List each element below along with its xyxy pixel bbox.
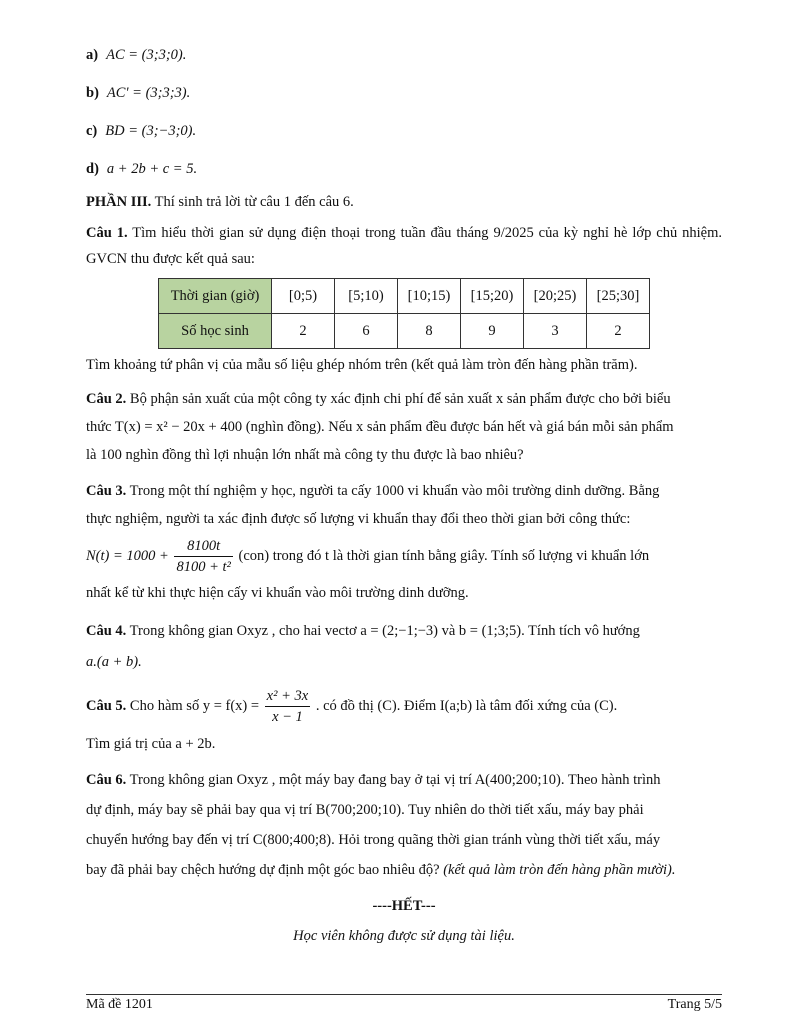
question-text: [86, 615, 722, 647]
table-row: [159, 314, 650, 349]
question-line: Tìm giá trị của a + 2b.: [86, 736, 216, 752]
frequency-table: [158, 278, 650, 349]
question-text: [86, 765, 722, 795]
table-cell: 2: [587, 314, 650, 349]
question-label: Câu 4.: [86, 623, 127, 639]
option-label: b): [86, 84, 99, 101]
exam-page: [86, 36, 722, 949]
formula-lhs: N(t) = 1000 +: [86, 548, 169, 564]
part-heading: [86, 192, 722, 212]
question-text: [86, 477, 722, 505]
question-line: Trong không gian Oxyz , cho hai vectơ a = (2;−1;−3) và b = (1;3;5). Tính tích vô hướng: [129, 623, 640, 639]
table-cell: 9: [461, 314, 524, 349]
question-6: [86, 765, 722, 885]
question-pre: Cho hàm số y = f(x) =: [129, 698, 260, 714]
option-a: [86, 36, 722, 74]
page-footer: [86, 994, 722, 1013]
table-header-cell: Số học sinh: [159, 314, 272, 349]
question-line: thực nghiệm, người ta xác định được số lượng vi khuẩn thay đổi theo thời gian bởi công thức:: [86, 511, 631, 527]
question-line: chuyển hướng bay đến vị trí C(800;400;8). Hỏi trong quãng thời gian tránh vùng thời tiết xấu, máy: [86, 832, 661, 848]
question-body: Tìm hiểu thời gian sử dụng điện thoại trong tuần đầu tháng 9/2025 của kỳ nghỉ hè lớp chủ nhiệm. GVCN thu được kết quả sau:: [86, 225, 722, 267]
option-b: [86, 74, 722, 112]
option-label: c): [86, 122, 98, 139]
table-cell: 3: [524, 314, 587, 349]
table-cell: [15;20): [461, 279, 524, 314]
option-text: AC' = (3;3;3).: [106, 84, 191, 101]
table-cell: [10;15): [398, 279, 461, 314]
fraction-denominator: x − 1: [272, 709, 303, 726]
question-line: thức T(x) = x² − 20x + 400 (nghìn đồng). Nếu x sản phẩm đều được bán hết và giá bán mỗi sản phẩm: [86, 419, 674, 435]
question-line: bay đã phải bay chệch hướng dự định một góc bao nhiêu độ?: [86, 862, 440, 878]
option-text: AC = (3;3;0).: [106, 46, 187, 63]
question-3: [86, 477, 722, 607]
table-cell: 8: [398, 314, 461, 349]
question-label: Câu 6.: [86, 772, 127, 788]
option-label: d): [86, 160, 99, 177]
page-number: Trang 5/5: [667, 997, 722, 1012]
fraction: [174, 536, 232, 577]
table-cell: [5;10): [335, 279, 398, 314]
question-line: là 100 nghìn đồng thì lợi nhuận lớn nhất mà công ty thu được là bao nhiêu?: [86, 447, 524, 463]
option-c: [86, 112, 722, 150]
option-text: a + 2b + c = 5.: [106, 160, 198, 177]
question-line: Bộ phận sản xuất của một công ty xác định chi phí để sản xuất x sản phẩm được cho bởi biểu: [129, 391, 671, 407]
option-text: BD = (3;−3;0).: [105, 122, 197, 139]
table-cell: [0;5): [272, 279, 335, 314]
end-mark: ----HẾT---: [372, 898, 436, 914]
formula-line: [86, 533, 722, 579]
table-cell: 6: [335, 314, 398, 349]
fraction-numerator: 8100t: [174, 536, 232, 557]
question-followup: Tìm khoảng tứ phân vị của mẫu số liệu ghép nhóm trên (kết quả làm tròn đến hàng phần trăm).: [86, 357, 638, 373]
question-line: nhất kể từ khi thực hiện cấy vi khuẩn vào môi trường dinh dưỡng.: [86, 585, 469, 601]
question-text: [86, 385, 722, 413]
table-cell: [20;25): [524, 279, 587, 314]
table-row: [159, 279, 650, 314]
question-line: a.(a + b).: [86, 654, 142, 670]
question-post: . có đồ thị (C). Điểm I(a;b) là tâm đối xứng của (C).: [315, 698, 618, 714]
exam-code: Mã đề 1201: [86, 997, 153, 1012]
fraction-denominator: 8100 + t²: [176, 559, 231, 576]
table-cell: [25;30]: [587, 279, 650, 314]
question-text: [86, 220, 722, 272]
question-label: Câu 3.: [86, 483, 127, 499]
part-label: PHẦN III.: [86, 194, 152, 210]
fraction: [265, 686, 311, 727]
question-label: Câu 2.: [86, 391, 127, 407]
question-1: [86, 220, 722, 375]
question-label: Câu 1.: [86, 225, 128, 241]
rounding-note: (kết quả làm tròn đến hàng phần mười).: [443, 862, 676, 878]
formula-rest: (con) trong đó t là thời gian tính bằng giây. Tính số lượng vi khuẩn lớn: [238, 548, 650, 564]
question-label: Câu 5.: [86, 698, 127, 714]
part-text: Thí sinh trả lời từ câu 1 đến câu 6.: [154, 194, 354, 210]
question-line: Trong một thí nghiệm y học, người ta cấy 1000 vi khuẩn vào môi trường dinh dưỡng. Bằng: [129, 483, 660, 499]
question-2: [86, 385, 722, 469]
question-line-last: [86, 855, 722, 885]
fraction-numerator: x² + 3x: [265, 686, 311, 707]
question-line: Trong không gian Oxyz , một máy bay đang bay ở tại vị trí A(400;200;10). Theo hành trình: [129, 772, 661, 788]
exam-note: Học viên không được sử dụng tài liệu.: [293, 928, 515, 944]
table-cell: 2: [272, 314, 335, 349]
question-text: [86, 683, 722, 729]
option-d: [86, 150, 722, 188]
question-line: dự định, máy bay sẽ phải bay qua vị trí B(700;200;10). Tuy nhiên do thời tiết xấu, máy bay phải: [86, 802, 644, 818]
option-label: a): [86, 46, 99, 63]
question-4: [86, 615, 722, 677]
table-header-cell: Thời gian (giờ): [159, 279, 272, 314]
question-5: [86, 683, 722, 759]
